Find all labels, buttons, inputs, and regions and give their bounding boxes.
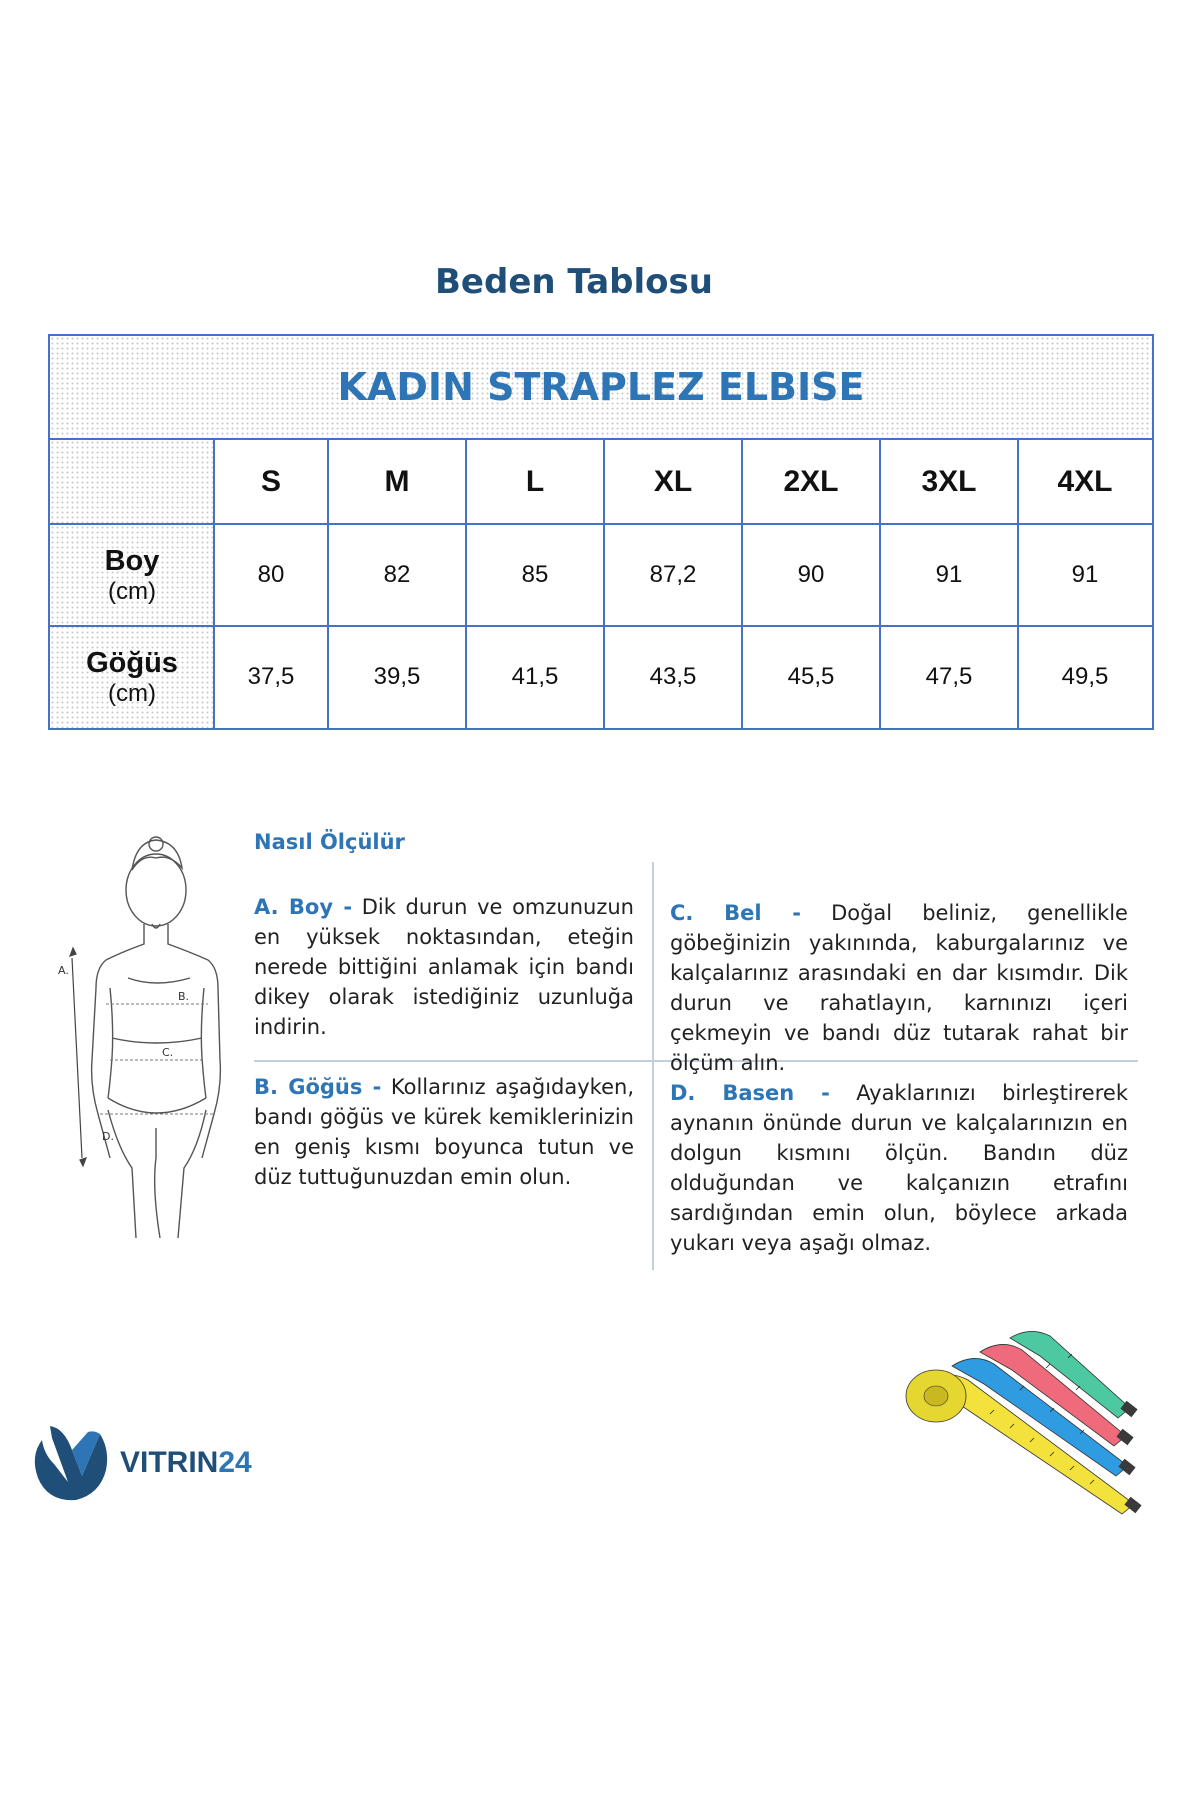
figure-label-b: B. [178,990,190,1003]
table-value: 80 [257,561,285,588]
table-value-cell [880,524,1018,626]
measure-c-text: Doğal beliniz, genellikle göbeğinizin yakınında, kaburgalarınız ve kalçalarınız arasındaki en dar kısımdır. Dik durun ve rahatlayın, karnınızı içeri çekmeyin ve bandı düz tutarak rahat bir ölçüm alın. [670,901,1128,1075]
figure-label-d: D. [102,1130,114,1143]
size-label: 4XL [1057,465,1113,498]
table-value-cell [742,524,880,626]
row-label: Göğüs [86,646,178,679]
table-value-cell [214,524,328,626]
table-value-cell [1018,524,1152,626]
measure-c-bel [670,898,1128,1078]
row-label-cell [50,626,214,728]
size-header-cell [1018,440,1152,524]
measure-a-text: Dik durun ve omzunuzun en yüksek noktasından, eteğin nerede bittiğini anlamak için bandı dikey olarak istediğiniz uzunluğa indirin. [254,895,634,1039]
table-value: 90 [797,561,825,588]
size-label: S [260,465,281,498]
table-value-cell [466,626,604,728]
measure-b-text: Kollarınız aşağıdayken, bandı göğüs ve kürek kemiklerinizin en geniş kısmı boyunca tutun ve düz tuttuğunuzdan emin olun. [254,1075,635,1189]
measure-d-text: Ayaklarınızı birleştirerek aynanın önünde durun ve kalçalarınızın en dolgun kısmını ölçün. Bandın düz olduğundan ve kalçanızın etrafını sardığından emin olun, böylece arkada yukarı veya aşağı olmaz. [670,1081,1128,1255]
table-column-line [213,440,215,728]
table-value: 43,5 [649,663,697,690]
table-value-cell [328,524,466,626]
measure-d-basen [670,1078,1128,1258]
row-unit: (cm) [108,679,156,707]
table-value-cell [214,626,328,728]
table-column-line [603,440,605,728]
measure-b-heading: B. Göğüs - [254,1075,382,1099]
table-header-title: KADIN STRAPLEZ ELBISE [337,365,865,409]
table-value: 41,5 [511,663,559,690]
row-label: Boy [104,544,160,577]
table-column-line [741,440,743,728]
size-label: L [525,465,545,498]
page-title: Beden Tablosu [435,262,713,302]
figure-label-a: A. [58,964,69,977]
logo-text-main: VITRIN [120,1446,219,1479]
size-label: 2XL [783,465,839,498]
row-unit: (cm) [108,577,156,605]
measure-c-heading: C. Bel - [670,901,801,925]
table-column-line [1017,440,1019,728]
measuring-tapes-illustration [900,1318,1150,1518]
logo-text-number: 24 [218,1446,252,1479]
size-header-cell [742,440,880,524]
table-column-line [327,440,329,728]
size-header-cell [604,440,742,524]
size-header-cell [880,440,1018,524]
table-value: 87,2 [649,561,697,588]
measure-d-heading: D. Basen - [670,1081,830,1105]
measure-a-heading: A. Boy - [254,895,353,919]
table-value: 47,5 [925,663,973,690]
table-value: 85 [521,561,549,588]
size-label: M [384,465,410,498]
size-header-cell [328,440,466,524]
size-header-cell [466,440,604,524]
measure-a-boy [254,892,634,1042]
size-label: 3XL [921,465,977,498]
size-header-cell [214,440,328,524]
table-value-cell [604,524,742,626]
table-column-line [465,440,467,728]
vitrin24-logo-text [120,1446,252,1480]
size-label: XL [653,465,693,498]
vitrin24-logo-icon [30,1420,114,1504]
table-value-cell [880,626,1018,728]
table-header [50,336,1152,440]
table-value-cell [604,626,742,728]
row-label-cell [50,524,214,626]
table-value: 82 [383,561,411,588]
column-divider [652,862,654,1270]
table-value: 91 [1071,561,1099,588]
body-outline-illustration [52,828,232,1238]
table-row-line [50,625,1152,627]
size-table [48,334,1154,730]
table-value-cell [466,524,604,626]
measure-b-gogus [254,1072,634,1192]
table-column-line [879,440,881,728]
table-value: 49,5 [1061,663,1109,690]
table-value: 37,5 [247,663,295,690]
table-value: 39,5 [373,663,421,690]
table-value-cell [742,626,880,728]
table-row-line [50,523,1152,525]
table-value: 45,5 [787,663,835,690]
table-value-cell [328,626,466,728]
figure-label-c: C. [162,1046,174,1059]
table-value: 91 [935,561,963,588]
how-to-title: Nasıl Ölçülür [254,830,405,854]
table-value-cell [1018,626,1152,728]
